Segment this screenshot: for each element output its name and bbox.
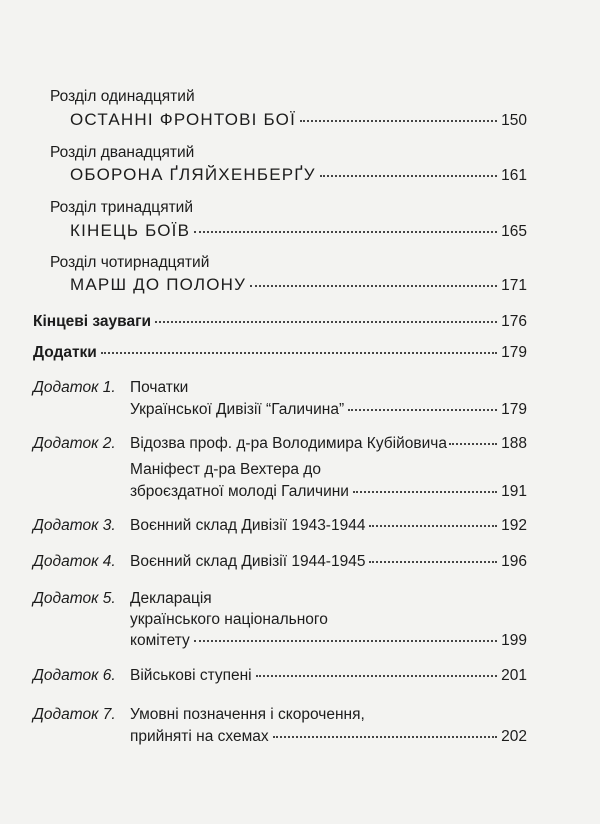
leader-dots: [250, 284, 497, 287]
appendix-label: Додаток 2.: [33, 435, 116, 452]
leader-dots: [155, 320, 497, 323]
appendix-text: прийняті на схемах: [130, 728, 269, 745]
chapter-title: ОСТАННІ ФРОНТОВІ БОЇ: [70, 110, 297, 129]
appendix-text: Воєнний склад Дивізії 1943-1944: [130, 517, 366, 534]
appendix-text: українського національного: [130, 611, 328, 628]
chapter-title: МАРШ ДО ПОЛОНУ: [70, 275, 247, 294]
appendix-line: [130, 728, 527, 746]
page-number: 150: [501, 112, 527, 129]
appendix-text: Декларація: [130, 590, 212, 607]
appendix-text: комітету: [130, 632, 190, 649]
appendix-text: Військові ступені: [130, 667, 252, 684]
appendix-line: [130, 435, 527, 453]
appendix-label: Додаток 6.: [33, 667, 116, 684]
leader-dots: [256, 674, 498, 677]
page-number: 199: [501, 632, 527, 649]
chapter-label: Розділ тринадцятий: [50, 199, 193, 216]
chapter-title: ОБОРОНА ҐЛЯЙХЕНБЕРҐУ: [70, 165, 316, 184]
section-line: [33, 344, 527, 362]
appendix-line: [130, 401, 527, 419]
section-line: [33, 313, 527, 331]
leader-dots: [194, 639, 497, 642]
appendix-text: Початки: [130, 379, 189, 396]
leader-dots: [300, 119, 497, 122]
leader-dots: [449, 442, 497, 445]
page-number: 196: [501, 553, 527, 570]
chapter-line: [70, 165, 527, 185]
appendix-label: Додаток 3.: [33, 517, 116, 534]
appendix-text: зброєздатної молоді Галичини: [130, 483, 349, 500]
appendix-line: [130, 553, 527, 571]
section-title: Додатки: [33, 344, 97, 361]
chapter-label: Розділ дванадцятий: [50, 144, 195, 161]
page-number: 161: [501, 167, 527, 184]
appendix-line: [130, 632, 527, 650]
chapter-label: Розділ чотирнадцятий: [50, 254, 210, 271]
appendix-label: Додаток 1.: [33, 379, 116, 396]
appendix-text: Умовні позначення і скорочення,: [130, 706, 365, 723]
leader-dots: [320, 174, 497, 177]
leader-dots: [369, 524, 497, 527]
page-number: 192: [501, 517, 527, 534]
chapter-line: [70, 221, 527, 241]
appendix-label: Додаток 5.: [33, 590, 116, 607]
appendix-text: Української Дивізії “Галичина”: [130, 401, 345, 418]
appendix-line: [130, 483, 527, 501]
chapter-label: Розділ одинадцятий: [50, 88, 195, 105]
appendix-text: Маніфест д-ра Вехтера до: [130, 461, 321, 478]
page-number: 179: [501, 401, 527, 418]
chapter-title: КІНЕЦЬ БОЇВ: [70, 221, 191, 240]
page-number: 176: [501, 313, 527, 330]
appendix-text: Відозва проф. д-ра Володимира Кубійовича: [130, 435, 447, 452]
chapter-line: [70, 275, 527, 295]
appendix-label: Додаток 7.: [33, 706, 116, 723]
leader-dots: [194, 230, 497, 233]
leader-dots: [348, 408, 497, 411]
page-number: 179: [501, 344, 527, 361]
page-number: 171: [501, 277, 527, 294]
page-number: 202: [501, 728, 527, 745]
appendix-text: Воєнний склад Дивізії 1944-1945: [130, 553, 366, 570]
page-number: 201: [501, 667, 527, 684]
leader-dots: [353, 490, 497, 493]
page-number: 188: [501, 435, 527, 452]
chapter-line: [70, 110, 527, 130]
leader-dots: [369, 560, 497, 563]
appendix-label: Додаток 4.: [33, 553, 116, 570]
leader-dots: [101, 351, 497, 354]
appendix-line: [130, 667, 527, 685]
page-number: 191: [501, 483, 527, 500]
section-title: Кінцеві зауваги: [33, 313, 152, 330]
appendix-line: [130, 517, 527, 535]
leader-dots: [273, 735, 498, 738]
page-number: 165: [501, 223, 527, 240]
